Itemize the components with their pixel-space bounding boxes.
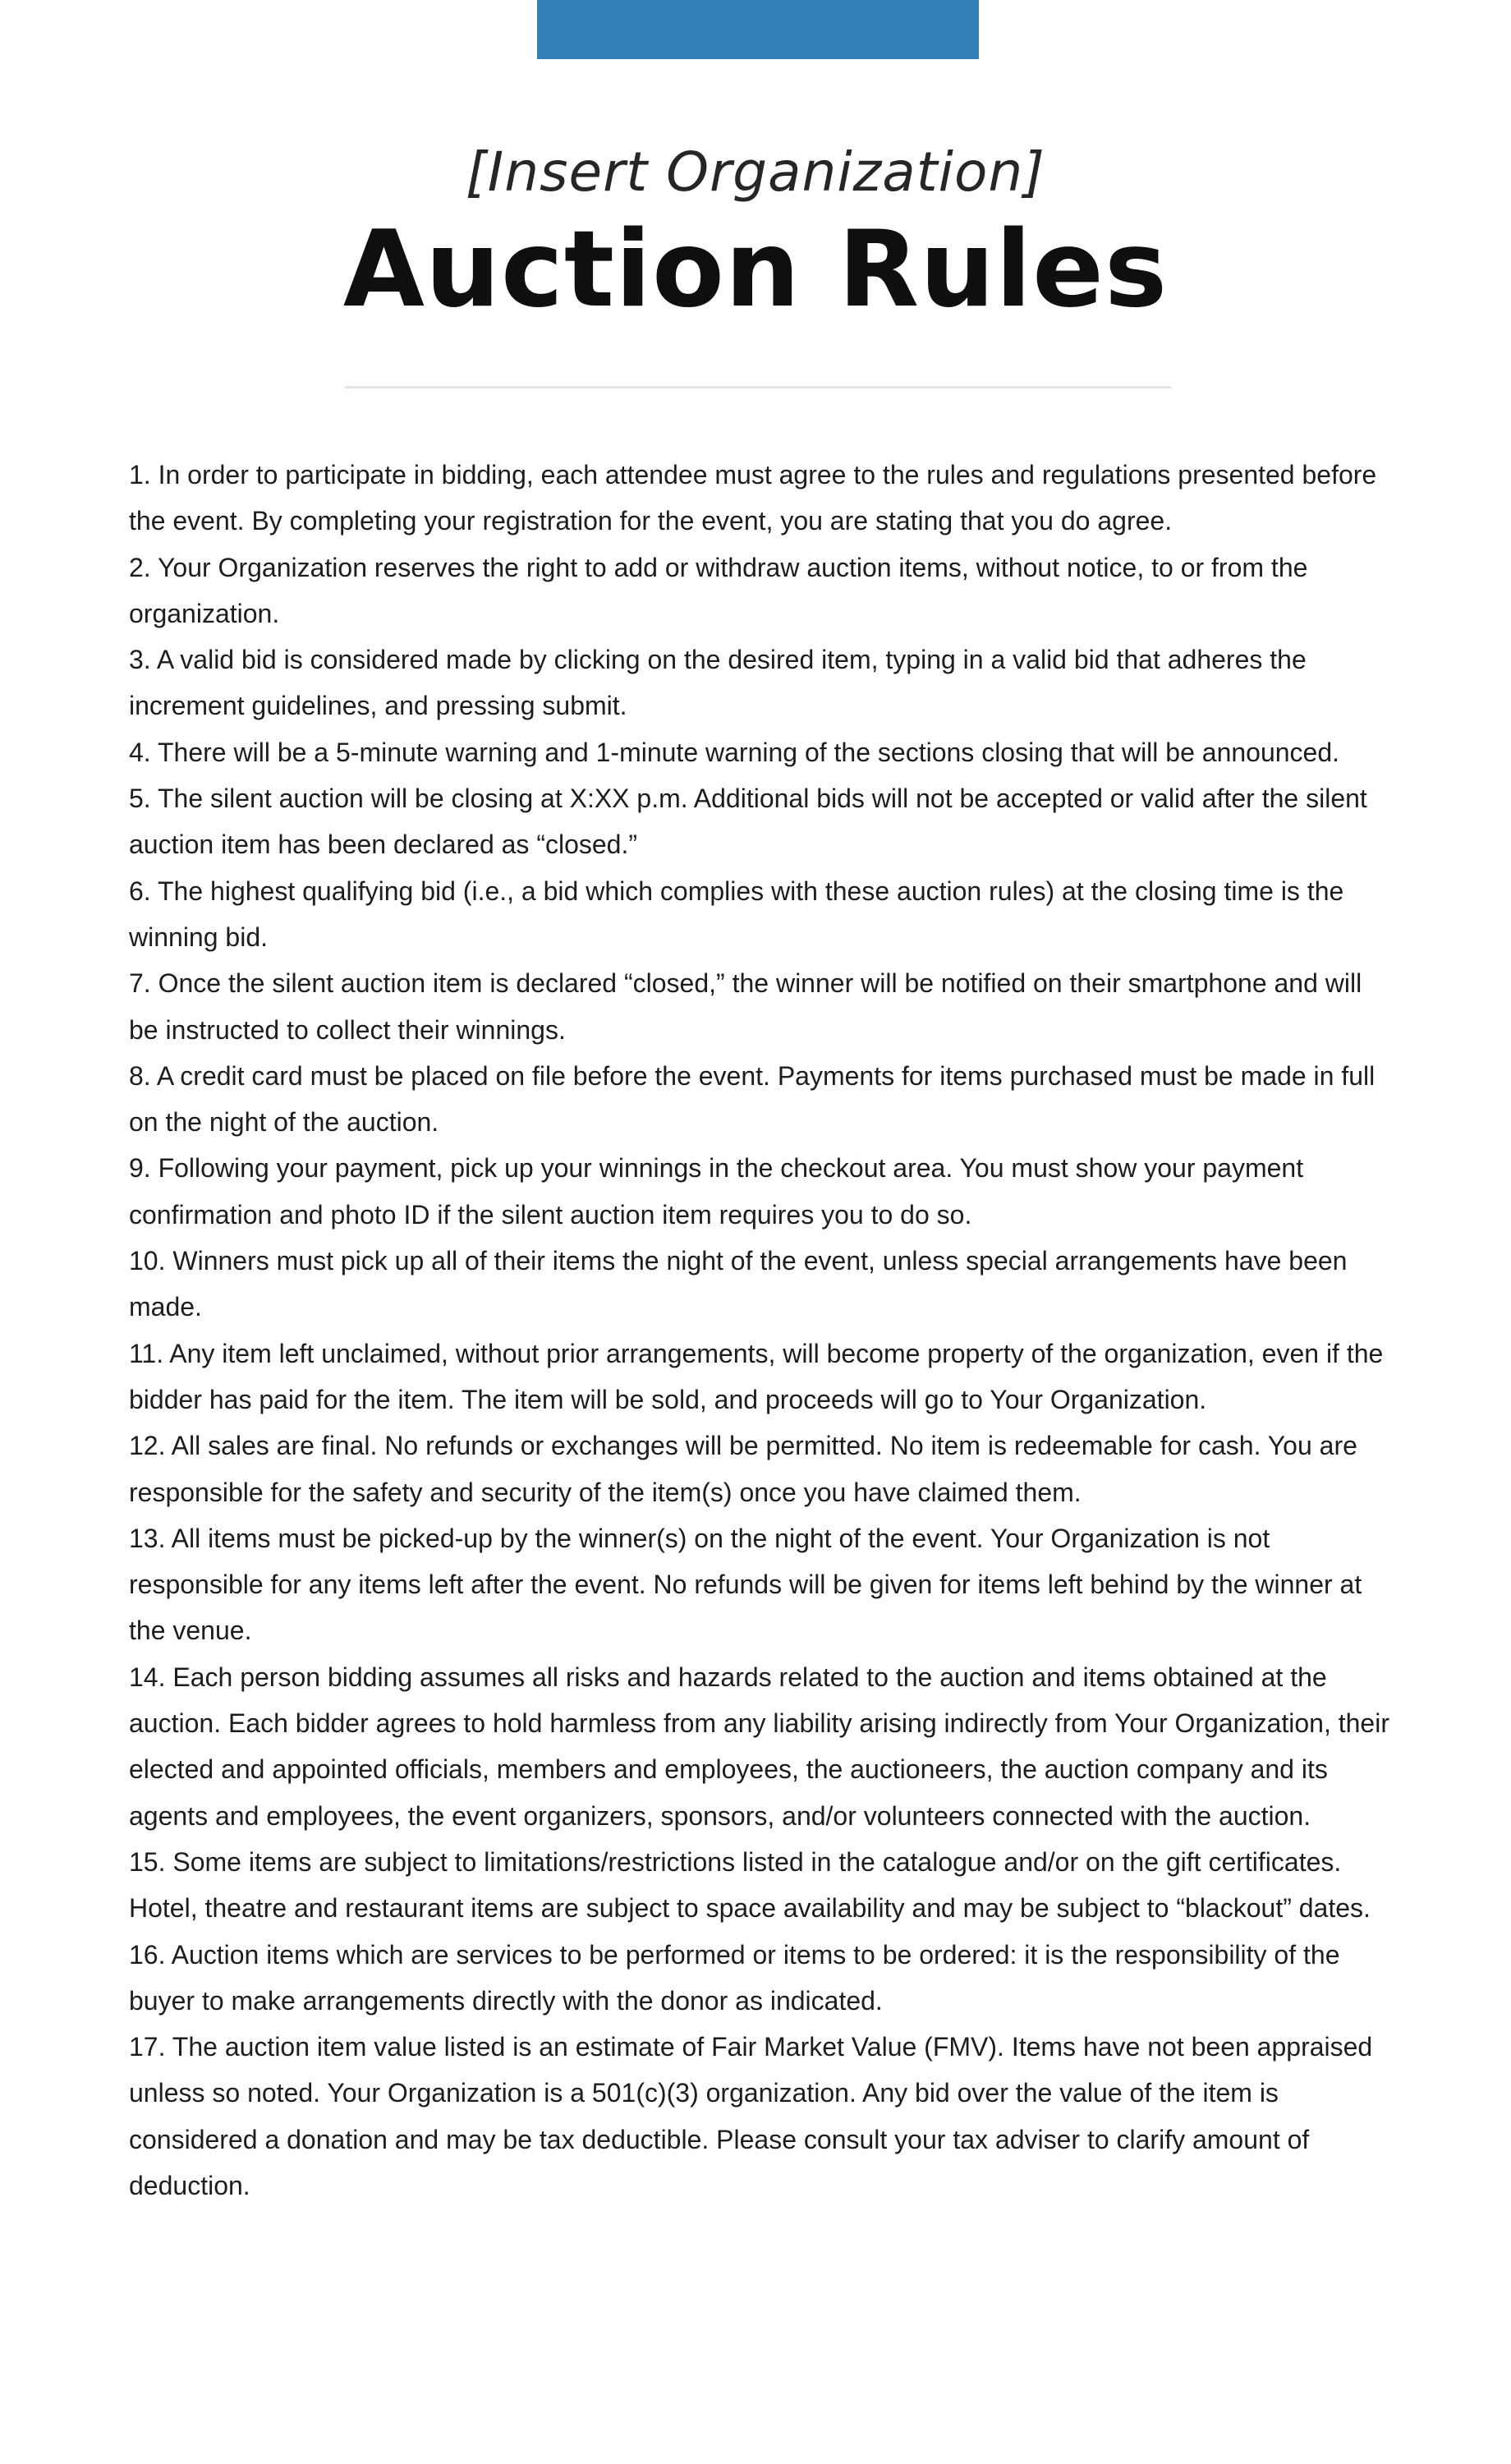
rule-item: 14. Each person bidding assumes all risks and hazards related to the auction and items obtained at the auction. Each bidder agrees to hold harmless from any liability arising indirectly from Your Organization, their elected and appointed officials, members and employees, the auctioneers, the auction company and its agents and employees, the event organizers, sponsors, and/or volunteers connected with the auction. — [129, 1662, 1389, 1831]
rule-item: 17. The auction item value listed is an estimate of Fair Market Value (FMV). Items have not been appraised unless so noted. Your Organization is a 501(c)(3) organization. Any bid over the value of the item is considered a donation and may be tax deductible. Please consult your tax adviser to clarify amount of deduction. — [129, 2032, 1373, 2200]
rule-item: 16. Auction items which are services to be performed or items to be ordered: it is the responsibility of the buyer to make arrangements directly with the donor as indicated. — [129, 1939, 1340, 2016]
rule-item: 13. All items must be picked-up by the winner(s) on the night of the event. Your Organization is not responsible for any items left after the event. No refunds will be given for items left behind by the winner at the venue. — [129, 1523, 1362, 1646]
rule-item: 6. The highest qualifying bid (i.e., a bid which complies with these auction rules) at the closing time is the winning bid. — [129, 876, 1344, 952]
rule-item: 5. The silent auction will be closing at X:XX p.m. Additional bids will not be accepted or valid after the silent auction item has been declared as “closed.” — [129, 784, 1367, 860]
document-header — [0, 138, 1511, 332]
rule-item: 8. A credit card must be placed on file before the event. Payments for items purchased must be made in full on the night of the auction. — [129, 1060, 1376, 1138]
rule-item: 11. Any item left unclaimed, without prior arrangements, will become property of the organization, even if the bidder has paid for the item. The item will be sold, and proceeds will go to Your Organization. — [129, 1338, 1384, 1414]
organization-name: [Insert Organization] — [466, 140, 1045, 204]
rule-item: 4. There will be a 5-minute warning and 1-minute warning of the sections closing that will be announced. — [129, 737, 1340, 767]
rule-item: 2. Your Organization reserves the right to add or withdraw auction items, without notice, to or from the organization. — [129, 552, 1308, 628]
rule-item: 10. Winners must pick up all of their items the night of the event, unless special arrangements have been made. — [129, 1246, 1348, 1322]
rule-item: 3. A valid bid is considered made by clicking on the desired item, typing in a valid bid that adheres the increment guidelines, and pressing submit. — [129, 645, 1307, 721]
rule-item: 15. Some items are subject to limitations/restrictions listed in the catalogue and/or on the gift certificates. Hotel, theatre and restaurant items are subject to space availability and may be subject to “blackout” dates. — [129, 1846, 1371, 1924]
header-divider — [345, 386, 1171, 388]
rule-item: 12. All sales are final. No refunds or exchanges will be permitted. No item is redeemable for cash. You are responsible for the safety and security of the item(s) once you have claimed them. — [129, 1431, 1357, 1507]
rules-list — [129, 452, 1394, 2209]
rule-item: 7. Once the silent auction item is declared “closed,” the winner will be notified on their smartphone and will be instructed to collect their winnings. — [129, 968, 1362, 1045]
page-title: Auction Rules — [342, 209, 1169, 331]
rule-item: 1. In order to participate in bidding, each attendee must agree to the rules and regulations presented before the event. By completing your registration for the event, you are stating that you do agree. — [129, 460, 1377, 536]
rule-item: 9. Following your payment, pick up your winnings in the checkout area. You must show your payment confirmation and photo ID if the silent auction item requires you to do so. — [129, 1153, 1304, 1230]
top-accent-bar — [537, 0, 979, 59]
